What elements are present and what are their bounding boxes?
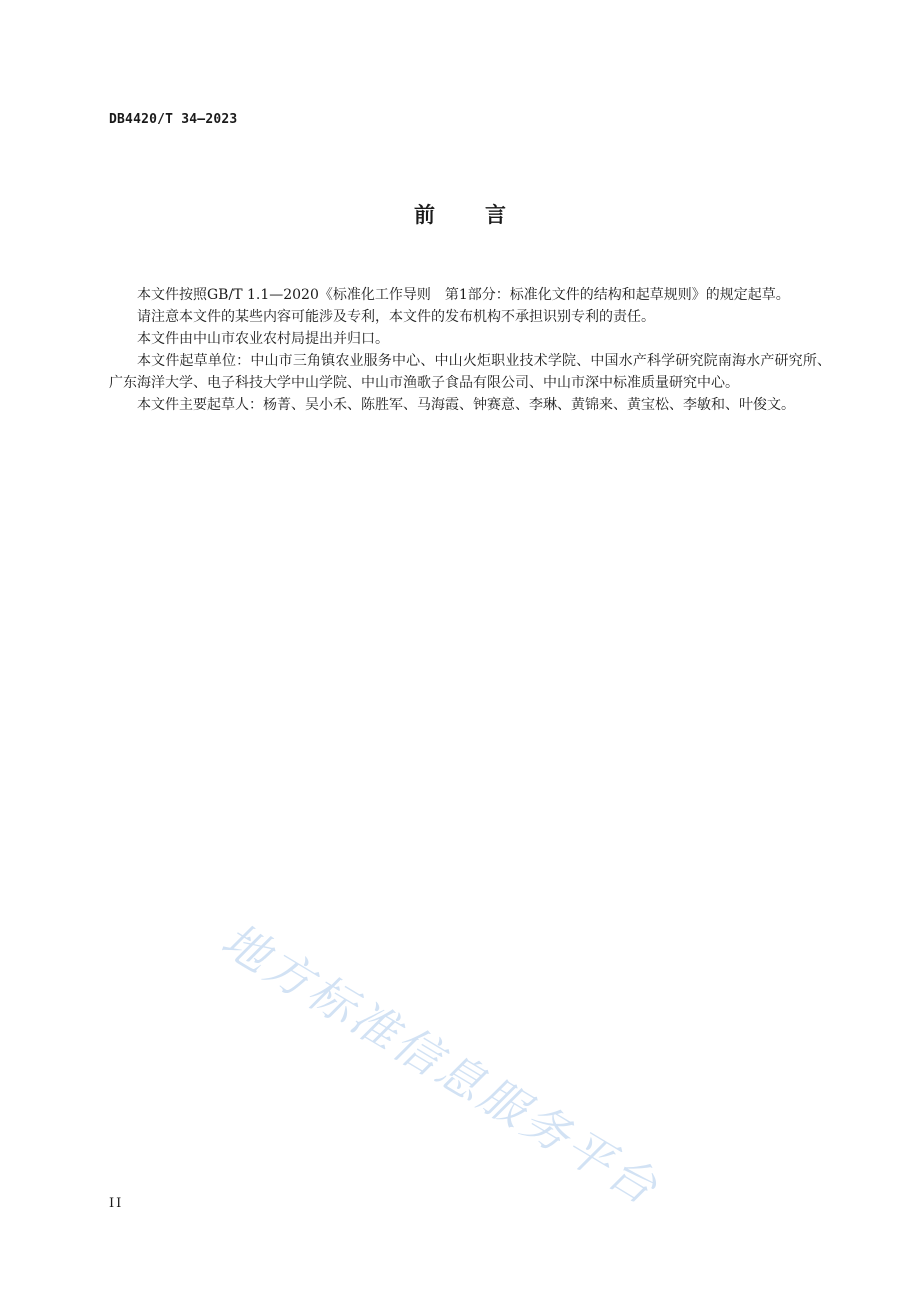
foreword-body (109, 284, 831, 416)
paragraph-proposer: 本文件由中山市农业农村局提出并归口。 (137, 331, 389, 347)
paragraph-drafters: 本文件主要起草人：杨菁、吴小禾、陈胜军、马海霞、钟赛意、李琳、黄锦来、黄宝松、李敏和、叶俊文。 (137, 397, 795, 413)
paragraph-patent-notice: 请注意本文件的某些内容可能涉及专利，本文件的发布机构不承担识别专利的责任。 (137, 309, 655, 325)
title-char-1: 前 (414, 203, 435, 227)
watermark-text: 地方标准信息服务平台 (212, 912, 669, 1217)
title-char-2: 言 (485, 203, 506, 227)
paragraph-drafting-units: 本文件起草单位：中山市三角镇农业服务中心、中山火炬职业技术学院、中国水产科学研究院南海水产研究所、广东海洋大学、电子科技大学中山学院、中山市渔歌子食品有限公司、中山市深中标准质量研究中心。 (109, 353, 831, 391)
document-code: DB4420/T 34—2023 (109, 112, 238, 127)
paragraph-drafting-rules: 本文件按照GB/T 1.1—2020《标准化工作导则 第1部分：标准化文件的结构和起草规则》的规定起草。 (137, 287, 790, 303)
page-title (0, 199, 920, 231)
page-number: II (109, 1196, 124, 1211)
